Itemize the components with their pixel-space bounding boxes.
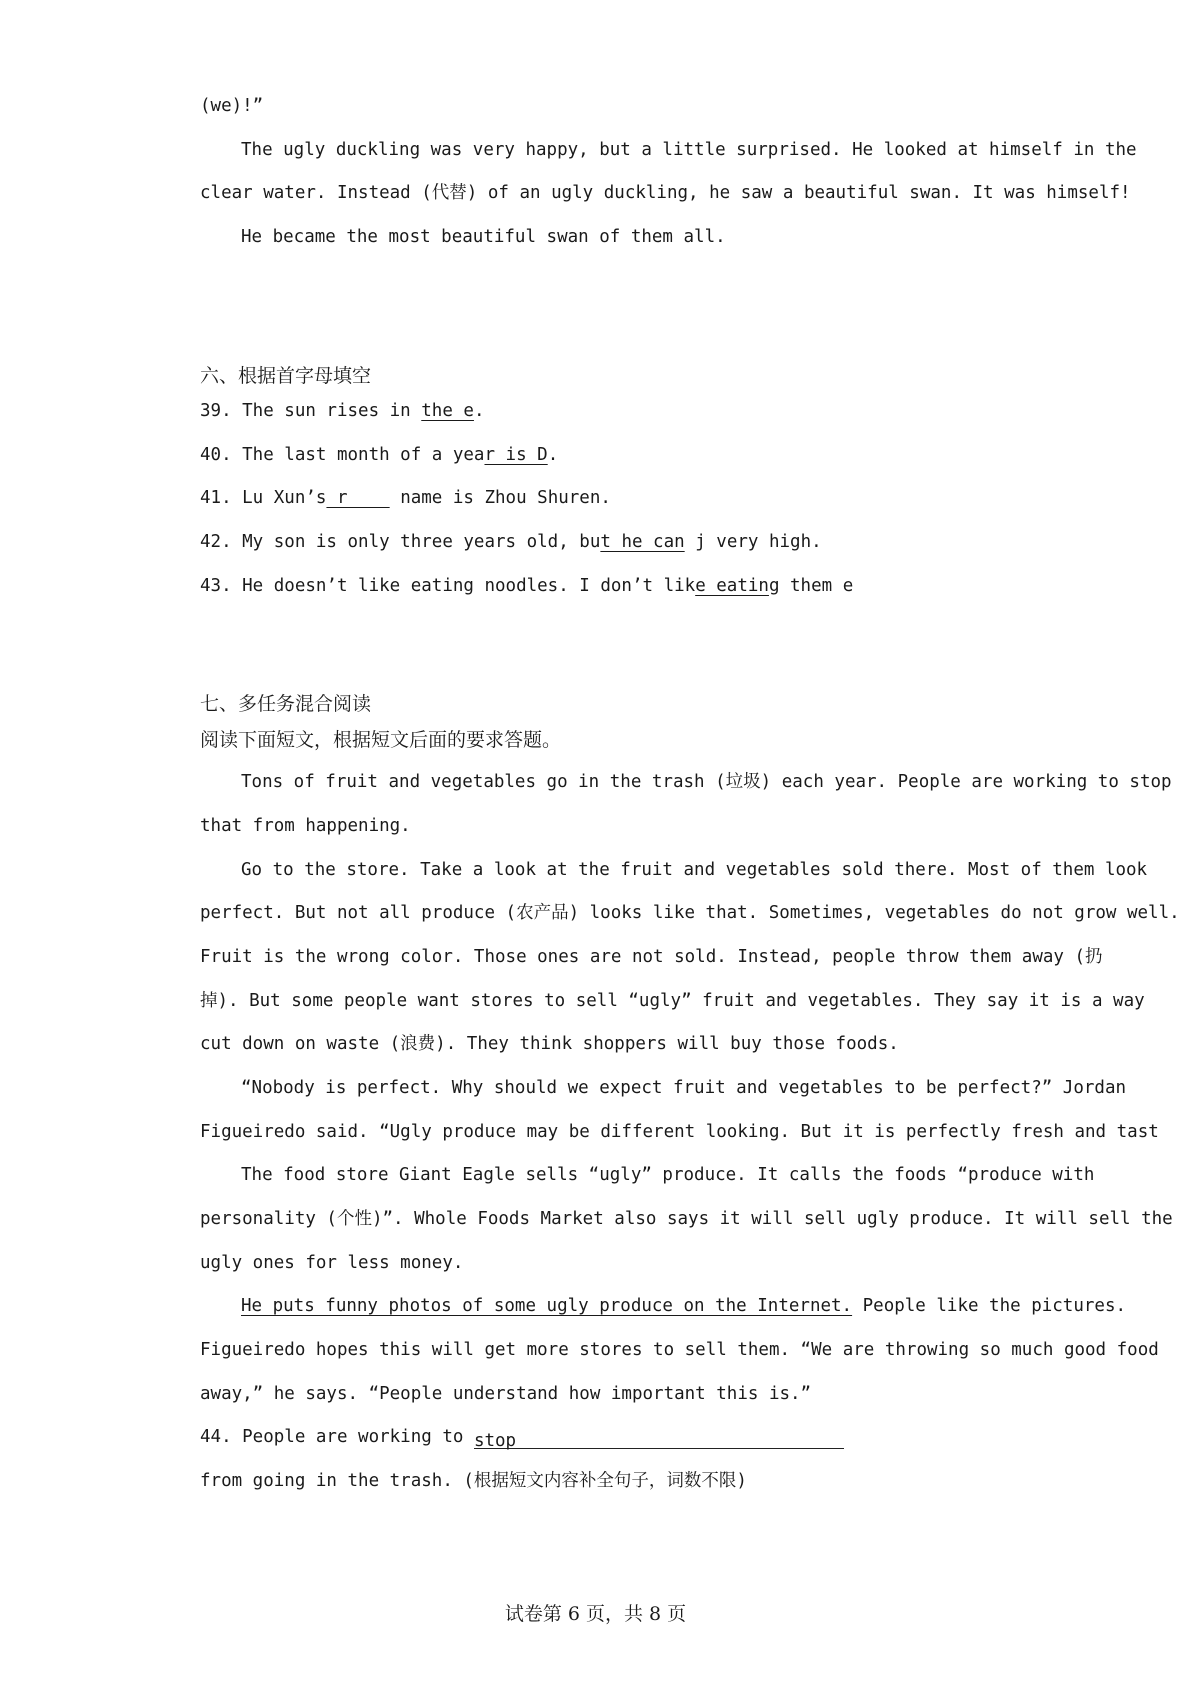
page-footer: 试卷第 6 页，共 8 页 [504,1603,687,1625]
passage-line: away,” he says. “People understand how important this is.” [200,1384,812,1404]
question-40 [200,444,558,466]
question-text: name is Zhou Shuren. [389,488,611,508]
passage-line: 掉). But some people want stores to sell “ugly” fruit and vegetables. They say it is a way [200,991,1145,1011]
question-text: . [547,445,559,465]
question-text: 44. People are working to [200,1427,474,1447]
question-44 [200,1426,844,1449]
question-text: g them e [768,576,854,596]
story-line: clear water. Instead (代替) of an ugly duckling, he saw a beautiful swan. It was himself! [200,183,1131,203]
question-text: 39. The sun rises in [200,401,422,421]
answer-blank[interactable] [474,1430,844,1449]
question-44-line2: from going in the trash. (根据短文内容补全句子，词数不限) [200,1471,747,1491]
answer-fill: r is D [484,445,548,465]
passage-line: “Nobody is perfect. Why should we expect fruit and vegetables to be perfect?” Jordan [241,1078,1127,1098]
answer-fill: r [326,488,390,508]
section-6-heading: 六、根据首字母填空 [200,365,372,387]
section-7-instruction: 阅读下面短文，根据短文后面的要求答题。 [200,729,562,751]
question-text: 41. Lu Xun’s [200,488,327,508]
answer-fill: t he can [600,532,685,552]
question-42 [200,531,822,553]
underlined-sentence: He puts funny photos of some ugly produce on the Internet. [241,1296,853,1316]
passage-line: Tons of fruit and vegetables go in the trash (垃圾) each year. People are working to stop [241,772,1172,792]
passage-line: Figueiredo hopes this will get more stores to sell them. “We are throwing so much good food [200,1340,1159,1360]
question-text: . [473,401,485,421]
answer-fill: e eatin [695,576,769,596]
question-text: 40. The last month of a yea [200,445,485,465]
passage-line: perfect. But not all produce (农产品) looks like that. Sometimes, vegetables do not grow well. [200,903,1180,923]
question-text: j very high. [684,532,822,552]
story-line: The ugly duckling was very happy, but a little surprised. He looked at himself in the [241,140,1137,160]
passage-line: cut down on waste (浪费). They think shoppers will buy those foods. [200,1034,899,1054]
question-text: 42. My son is only three years old, bu [200,532,601,552]
passage-line: The food store Giant Eagle sells “ugly” produce. It calls the foods “produce with [241,1165,1095,1185]
question-41 [200,487,611,509]
passage-line [241,1295,1126,1317]
answer-fill: stop [473,1431,517,1451]
story-line: (we)!” [200,96,264,116]
question-43 [200,575,853,597]
story-line: He became the most beautiful swan of them all. [241,227,726,247]
question-text: 43. He doesn’t like eating noodles. I don’t lik [200,576,696,596]
passage-line: Fruit is the wrong color. Those ones are not sold. Instead, people throw them away (扔 [200,947,1103,967]
passage-text: People like the pictures. [852,1296,1127,1316]
section-7-heading: 七、多任务混合阅读 [200,693,372,715]
passage-line: ugly ones for less money. [200,1253,464,1273]
passage-line: that from happening. [200,816,411,836]
passage-line: Figueiredo said. “Ugly produce may be different looking. But it is perfectly fresh and tast [200,1122,1159,1142]
passage-line: personality (个性)”. Whole Foods Market also says it will sell ugly produce. It will sell the [200,1209,1173,1229]
passage-line: Go to the store. Take a look at the fruit and vegetables sold there. Most of them look [241,860,1148,880]
answer-fill: the e [421,401,474,421]
question-39 [200,400,485,422]
